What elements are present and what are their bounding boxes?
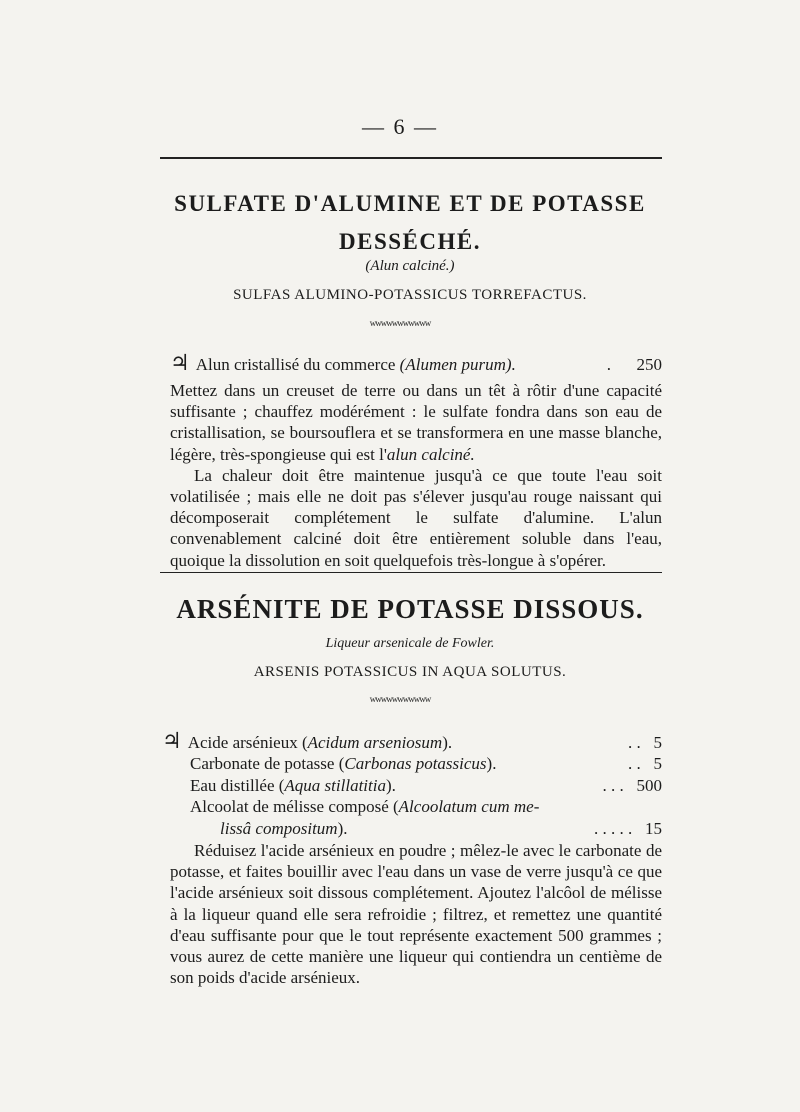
section-divider <box>160 572 662 573</box>
section1-ornament: wwwwwwwwwww <box>369 318 431 328</box>
ingredient-qty: 5 <box>653 733 662 752</box>
ingredient-close: ). <box>486 754 497 774</box>
header-rule <box>160 157 662 159</box>
ingredient-row <box>162 796 662 817</box>
page-number: — 6 — <box>362 114 438 139</box>
section2-synonym: Liqueur arsenicale de Fowler. <box>325 636 495 651</box>
ingredient-qty: 500 <box>636 775 662 795</box>
section1-latin-name: SULFAS ALUMINO-POTASSICUS TORREFACTUS. <box>233 287 587 303</box>
ingredient-dots: . . <box>628 733 641 752</box>
section2-ornament: wwwwwwwwwww <box>369 694 431 704</box>
ingredient-latin: Carbonas potassicus <box>344 754 487 774</box>
ingredient-name: Eau distillée ( <box>190 775 285 795</box>
ingredient-latin: Aqua stillatitia <box>284 775 386 795</box>
ingredient-dots: . . . . . <box>594 818 633 838</box>
section1-ingredient-latin: (Alumen purum). <box>399 355 516 374</box>
ingredient-name: Carbonate de potasse ( <box>190 754 345 774</box>
ingredient-name: Alcoolat de mélisse composé ( <box>190 797 399 817</box>
ingredient-name: Acide arsénieux ( <box>187 733 308 752</box>
ingredient-row <box>162 818 662 839</box>
section2-ingredient-list <box>162 730 662 839</box>
ingredient-row <box>162 775 662 796</box>
section2-latin-name: ARSENIS POTASSICUS IN AQUA SOLUTUS. <box>253 664 567 680</box>
section1-paragraph1: Mettez dans un creuset de terre ou dans un têt à rôtir d'une capacité suffisante ; chauffez modérément : le sulfate fondra dans son eau de cristallisation, se boursouflera et se transformera en une masse blanche, légère, très-spongieuse qui est l' <box>170 381 662 464</box>
ingredient-latin: Alcoolatum cum me- <box>398 797 540 817</box>
ingredient-dots: . . <box>628 754 641 774</box>
section1-ingredient-dots: . <box>606 355 611 374</box>
section1-paragraph2: La chaleur doit être maintenue jusqu'à ce que toute l'eau soit volatilisée ; mais elle ne doit pas s'élever jusqu'au rouge naissant qui décomposerait complétement le sulfate d'alumine. L'alun convenablement calciné doit être entièrement soluble dans l'eau, quoique la dissolution en soit quelquefois très-longue à s'opérer. <box>170 465 662 570</box>
ingredient-close: ). <box>385 775 396 795</box>
section2-paragraph: Réduisez l'acide arsénieux en poudre ; mêlez-le avec le carbonate de potasse, et faites bouillir avec l'eau dans un vase de verre jusqu'à ce que l'acide arsénieux soit dissous complétement. Ajoutez l'alcôol de mélisse à la liqueur quand elle sera refroidie ; filtrez, et remettez une quantité d'eau suffisante pour que le tout représente exactement 500 grammes ; vous aurez de cette manière une liqueur qui contiendra un centième de son poids d'acide arsénieux. <box>170 841 662 988</box>
ingredient-row <box>162 730 662 753</box>
rx-symbol-icon: ♃ <box>162 728 182 753</box>
ingredient-row <box>162 753 662 774</box>
section2-title: ARSÉNITE DE POTASSE DISSOUS. <box>176 594 644 624</box>
ingredient-qty: 15 <box>645 818 662 838</box>
section1-title: SULFATE D'ALUMINE ET DE POTASSE DESSÉCHÉ. <box>174 191 646 254</box>
section1-paragraph1-italic: alun calciné. <box>386 444 475 464</box>
ingredient-latin: Acidum arseniosum <box>307 733 443 752</box>
ingredient-close: ). <box>337 818 348 838</box>
ingredient-latin: lissâ compositum <box>220 818 338 838</box>
ingredient-close: ). <box>442 733 453 752</box>
section1-synonym: (Alun calciné.) <box>365 258 455 274</box>
section1-recipe-line <box>170 352 662 375</box>
ingredient-dots: . . . <box>602 775 624 795</box>
ingredient-qty: 5 <box>653 754 662 774</box>
section1-body <box>170 380 662 571</box>
rx-symbol-icon: ♃ <box>170 350 190 375</box>
section2-body <box>170 840 662 988</box>
section1-ingredient-qty: 250 <box>636 355 662 374</box>
section1-ingredient: Alun cristallisé du commerce <box>195 355 396 374</box>
